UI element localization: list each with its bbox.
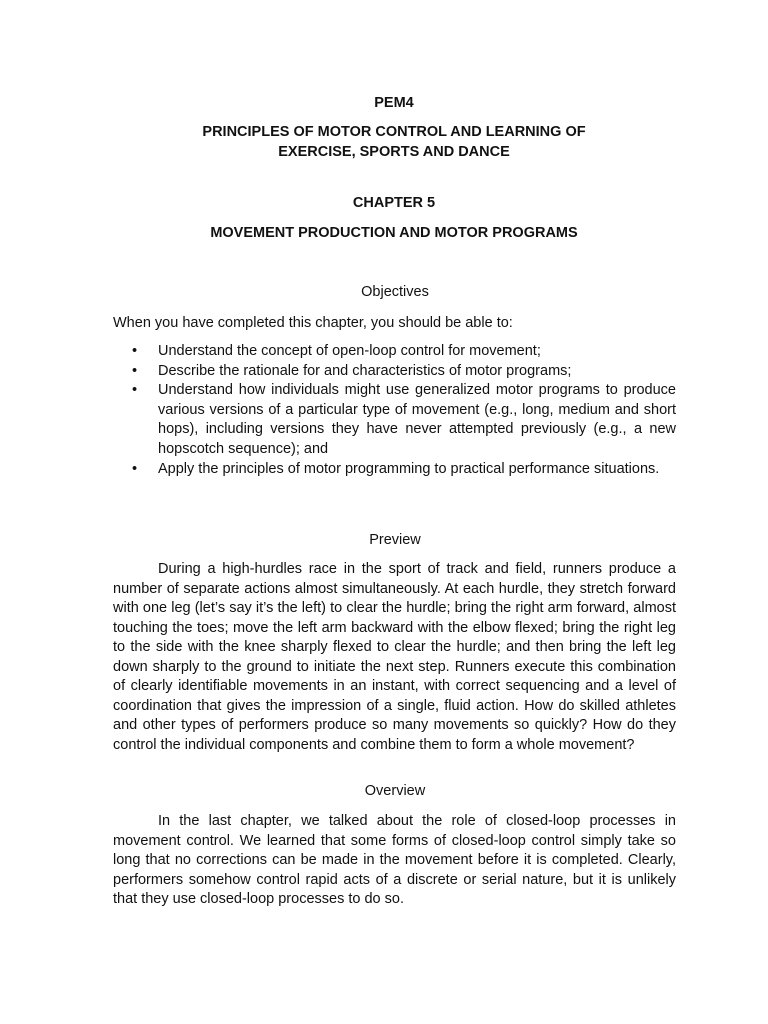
bullet-icon: • [132,343,138,359]
course-title [0,123,768,162]
objective-item [113,460,676,480]
bullet-icon: • [132,362,138,379]
bullet-icon: • [132,382,138,399]
overview-paragraph: In the last chapter, we talked about the role of closed-loop processes in movement control. We learned that some forms of closed-loop control simply take so long that no corrections can be made in the movement before it is completed. Clearly, performers somehow control rapid acts of a discrete or serial nature, but it is unlikely that they use closed-loop processes to do so. [113,813,676,907]
overview-heading: Overview [364,783,426,799]
objectives-heading: Objectives [361,284,429,300]
objective-item [113,362,676,382]
objectives-list [113,342,676,479]
chapter-title: MOVEMENT PRODUCTION AND MOTOR PROGRAMS [210,225,578,241]
objectives-intro: When you have completed this chapter, you should be able to: [113,315,513,331]
objective-text: Apply the principles of motor programming to practical performance situations. [158,460,660,477]
objective-item [113,381,676,459]
course-title-line-1: PRINCIPLES OF MOTOR CONTROL AND LEARNING OF [202,124,586,140]
preview-paragraph: During a high-hurdles race in the sport of track and field, runners produce a number of separate actions almost simultaneously. At each hurdle, they stretch forward with one leg (let’s say it’s the left) to clear the hurdle; bring the right arm forward, almost touching the toes; move the left arm backward with the elbow flexed; bring the right leg to the side with the knee sharply flexed to clear the hurdle; and then bring the left leg down sharply to the ground to initiate the next step. Runners execute this combination of clearly identifiable movements in an instant, with correct sequencing and a level of coordination that gives the impression of a single, fluid action. How do skilled athletes and other types of performers produce so many movements so quickly? How do they control the individual components and combine them to form a whole movement? [113,561,676,753]
course-code: PEM4 [374,95,414,111]
chapter-number: CHAPTER 5 [352,195,436,211]
objective-item [113,342,676,362]
course-title-line-2: EXERCISE, SPORTS AND DANCE [278,143,510,160]
objective-text: Describe the rationale for and characteristics of motor programs; [158,362,572,379]
preview-heading: Preview [369,532,421,548]
objective-text: Understand the concept of open-loop control for movement; [158,343,541,359]
bullet-icon: • [132,460,138,477]
objective-text: Understand how individuals might use generalized motor programs to produce various versions of a particular type of movement (e.g., long, medium and short hops), including versions they have never attempted previously (e.g., a new hopscotch sequence); and [158,382,676,457]
